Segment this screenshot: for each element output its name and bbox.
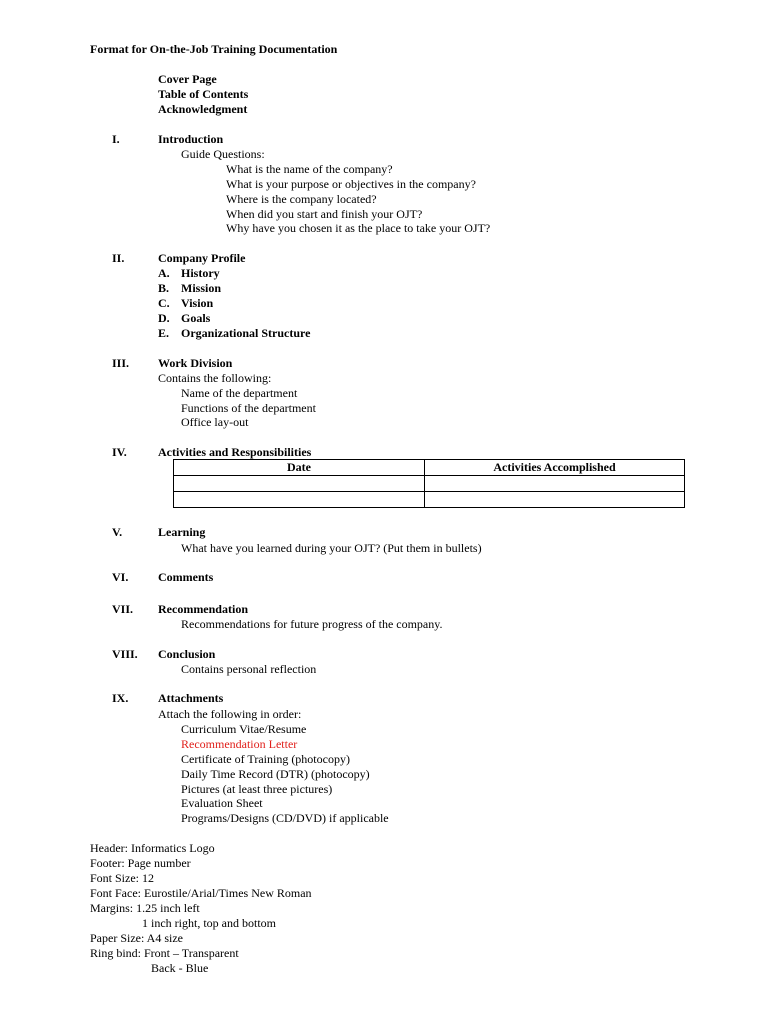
table-header-row bbox=[174, 460, 685, 476]
guide-question: When did you start and finish your OJT? bbox=[226, 207, 423, 221]
section-number: IV. bbox=[112, 445, 127, 459]
list-letter: A. bbox=[158, 266, 170, 280]
list-item: Office lay-out bbox=[181, 415, 249, 429]
spec-line: 1 inch right, top and bottom bbox=[142, 916, 276, 930]
activities-table bbox=[173, 459, 685, 508]
list-item: Goals bbox=[181, 311, 211, 325]
section-subtitle: Contains the following: bbox=[158, 371, 272, 385]
section-number: I. bbox=[112, 132, 120, 146]
section-number: II. bbox=[112, 251, 125, 265]
section-title: Comments bbox=[158, 570, 214, 584]
section-text: Contains personal reflection bbox=[181, 662, 317, 676]
table-row bbox=[174, 476, 685, 492]
list-item: Functions of the department bbox=[181, 401, 316, 415]
table-cell bbox=[425, 492, 685, 508]
section-number: V. bbox=[112, 525, 123, 539]
table-cell bbox=[174, 492, 425, 508]
guide-question: What is the name of the company? bbox=[226, 162, 393, 176]
spec-line: Header: Informatics Logo bbox=[90, 841, 215, 855]
section-title: Company Profile bbox=[158, 251, 246, 265]
list-letter: E. bbox=[158, 326, 170, 340]
section-title: Work Division bbox=[158, 356, 233, 370]
table-cell bbox=[425, 476, 685, 492]
section-subtitle: Attach the following in order: bbox=[158, 707, 302, 721]
list-item: History bbox=[181, 266, 220, 280]
spec-line: Back - Blue bbox=[151, 961, 209, 975]
spec-line: Ring bind: Front – Transparent bbox=[90, 946, 239, 960]
list-letter: D. bbox=[158, 311, 170, 325]
section-number: III. bbox=[112, 356, 130, 370]
column-header-activities: Activities Accomplished bbox=[425, 460, 685, 476]
attachment-item: Certificate of Training (photocopy) bbox=[181, 752, 350, 766]
section-text: What have you learned during your OJT? (Put them in bullets) bbox=[181, 541, 482, 555]
section-title: Introduction bbox=[158, 132, 224, 146]
spec-line: Footer: Page number bbox=[90, 856, 191, 870]
section-title: Learning bbox=[158, 525, 206, 539]
section-number: VI. bbox=[112, 570, 129, 584]
attachment-item-highlighted: Recommendation Letter bbox=[181, 737, 298, 751]
attachment-item: Pictures (at least three pictures) bbox=[181, 782, 333, 796]
section-title: Activities and Responsibilities bbox=[158, 445, 312, 459]
table-cell bbox=[174, 476, 425, 492]
spec-line: Font Face: Eurostile/Arial/Times New Roman bbox=[90, 886, 312, 900]
guide-question: Why have you chosen it as the place to take your OJT? bbox=[226, 221, 491, 235]
list-item: Organizational Structure bbox=[181, 326, 311, 340]
list-item: Mission bbox=[181, 281, 222, 295]
attachment-item: Daily Time Record (DTR) (photocopy) bbox=[181, 767, 370, 781]
attachment-item: Evaluation Sheet bbox=[181, 796, 263, 810]
section-title: Recommendation bbox=[158, 602, 248, 616]
section-number: IX. bbox=[112, 691, 129, 705]
spec-line: Margins: 1.25 inch left bbox=[90, 901, 200, 915]
list-item: Vision bbox=[181, 296, 214, 310]
spec-line: Paper Size: A4 size bbox=[90, 931, 183, 945]
table-row bbox=[174, 492, 685, 508]
section-number: VII. bbox=[112, 602, 134, 616]
front-matter-item: Table of Contents bbox=[158, 87, 249, 101]
list-item: Name of the department bbox=[181, 386, 298, 400]
section-text: Recommendations for future progress of the company. bbox=[181, 617, 443, 631]
section-title: Attachments bbox=[158, 691, 224, 705]
section-subtitle: Guide Questions: bbox=[181, 147, 265, 161]
guide-question: Where is the company located? bbox=[226, 192, 377, 206]
front-matter-item: Cover Page bbox=[158, 72, 217, 86]
section-number: VIII. bbox=[112, 647, 138, 661]
list-letter: B. bbox=[158, 281, 170, 295]
spec-line: Font Size: 12 bbox=[90, 871, 155, 885]
list-letter: C. bbox=[158, 296, 170, 310]
attachment-item: Programs/Designs (CD/DVD) if applicable bbox=[181, 811, 389, 825]
column-header-date: Date bbox=[174, 460, 425, 476]
document-title: Format for On-the-Job Training Documentation bbox=[90, 42, 338, 56]
section-title: Conclusion bbox=[158, 647, 216, 661]
guide-question: What is your purpose or objectives in the company? bbox=[226, 177, 476, 191]
attachment-item: Curriculum Vitae/Resume bbox=[181, 722, 307, 736]
front-matter-item: Acknowledgment bbox=[158, 102, 248, 116]
